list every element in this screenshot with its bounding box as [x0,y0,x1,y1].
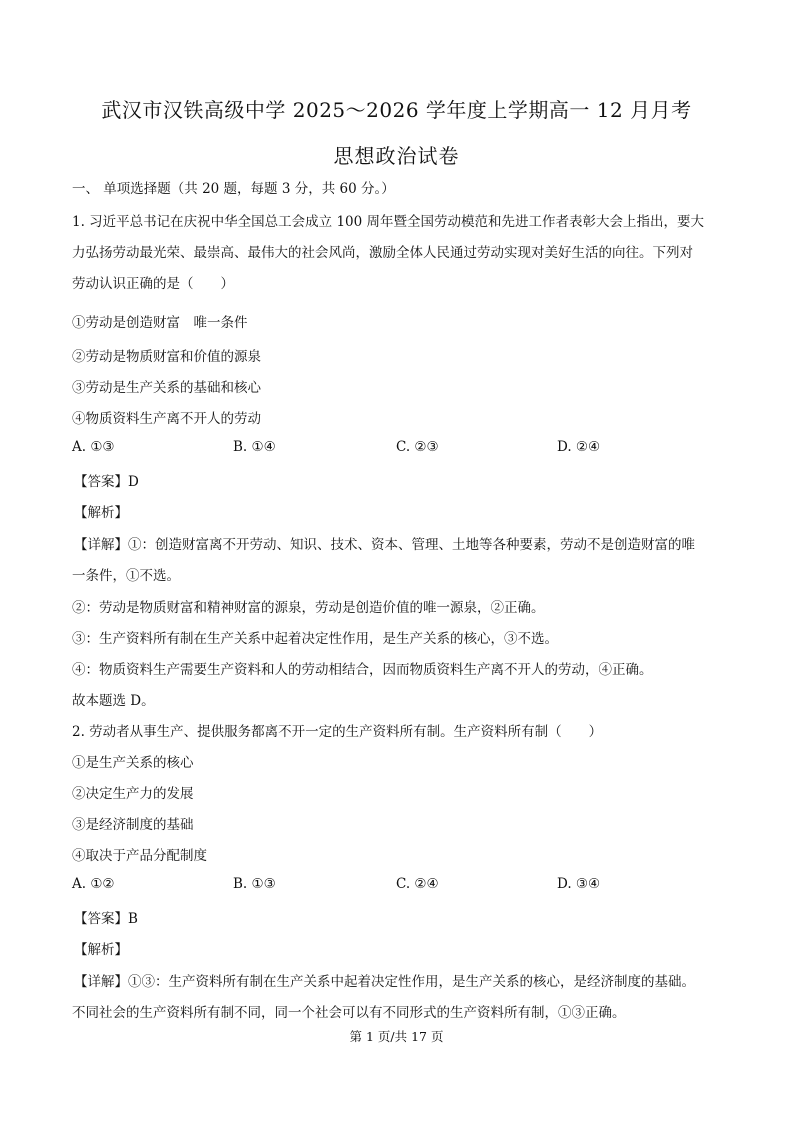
page-footer: 第 1 页/共 17 页 [349,1029,444,1044]
q2-detail-line1: 【详解】①③：生产资料所有制在生产关系中起着决定性作用，是生产关系的核心，是经济制度的基础。 [74,974,695,990]
q2-option-c: C. ②④ [396,876,439,892]
q1-detail-line4: ③：生产资料所有制在生产关系中起着决定性作用，是生产关系的核心，③不选。 [72,631,558,647]
q2-option-d: D. ③④ [557,876,601,892]
q2-item-3: ③是经济制度的基础 [72,817,194,833]
q2-item-4: ④取决于产品分配制度 [72,848,207,864]
q1-option-a: A. ①③ [72,439,115,455]
q2-answer: 【答案】B [74,911,138,927]
q1-stem-line2: 力弘扬劳动最光荣、最崇高、最伟大的社会风尚，激励全体人民通过劳动实现对美好生活的向往。下列对 [72,245,693,261]
q1-option-d: D. ②④ [557,439,601,455]
q1-conclusion: 故本题选 D。 [72,693,155,709]
section-heading: 一、 单项选择题（共 20 题，每题 3 分，共 60 分。） [72,181,395,197]
q2-analysis-label: 【解析】 [74,942,128,958]
q2-detail-line2: 不同社会的生产资料所有制不同，同一个社会可以有不同形式的生产资料所有制，①③正确。 [72,1005,626,1021]
q1-stem-line3: 劳动认识正确的是（ ） [72,276,234,292]
q1-detail-line2: 一条件，①不选。 [72,568,180,584]
q1-item-1: ①劳动是创造财富 唯一条件 [72,315,248,331]
q1-detail-line5: ④：物质资料生产需要生产资料和人的劳动相结合，因而物质资料生产离不开人的劳动，④正确。 [72,662,653,678]
q1-stem-line1: 1. 习近平总书记在庆祝中华全国总工会成立 100 周年暨全国劳动模范和先进工作者表彰大会上指出，要大 [72,214,705,230]
q2-item-1: ①是生产关系的核心 [72,755,194,771]
q1-detail-line3: ②：劳动是物质财富和精神财富的源泉，劳动是创造价值的唯一源泉，②正确。 [72,600,545,616]
q1-answer: 【答案】D [74,474,139,490]
exam-title: 武汉市汉铁高级中学 2025～2026 学年度上学期高一 12 月月考 [101,98,692,122]
q2-option-b: B. ①③ [233,876,276,892]
q1-detail-line1: 【详解】①：创造财富离不开劳动、知识、技术、资本、管理、土地等各种要素，劳动不是创造财富的唯 [74,537,695,553]
q2-stem-line1: 2. 劳动者从事生产、提供服务都离不开一定的生产资料所有制。生产资料所有制（ ） [72,724,603,740]
q1-item-3: ③劳动是生产关系的基础和核心 [72,380,261,396]
q1-option-b: B. ①④ [233,439,276,455]
q2-option-a: A. ①② [72,876,115,892]
q1-item-4: ④物质资料生产离不开人的劳动 [72,411,261,427]
q1-item-2: ②劳动是物质财富和价值的源泉 [72,349,261,365]
q1-analysis-label: 【解析】 [74,505,128,521]
q1-option-c: C. ②③ [396,439,439,455]
exam-subtitle: 思想政治试卷 [333,144,460,168]
q2-item-2: ②决定生产力的发展 [72,786,194,802]
